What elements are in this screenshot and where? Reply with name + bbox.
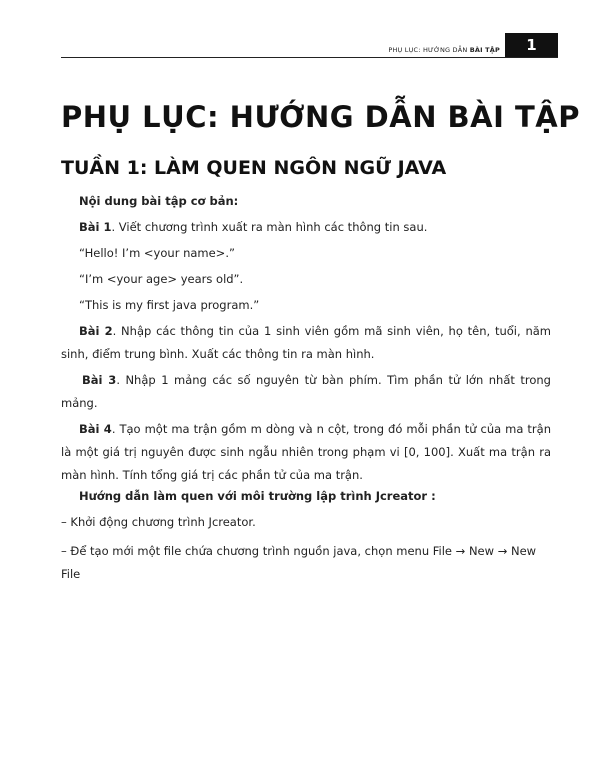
intro-heading: Nội dung bài tập cơ bản: [79,194,239,208]
guide-step-2: – Để tạo mới một file chứa chương trình nguồn java, chọn menu File → New → New File [61,544,537,581]
running-head-prefix: PHỤ LỤC: HƯỚNG DẪN [388,46,470,54]
exercise-3-text: . Nhập 1 mảng các số nguyên từ bàn phím. Tìm phần tử lớn nhất trong mảng. [61,373,551,410]
exercise-2-text: . Nhập các thông tin của 1 sinh viên gồm mã sinh viên, họ tên, tuổi, năm sinh, điểm trung bình. Xuất các thông tin ra màn hình. [61,324,551,361]
page-title: PHỤ LỤC: HƯỚNG DẪN BÀI TẬP [61,100,580,134]
exercise-1-text: . Viết chương trình xuất ra màn hình các thông tin sau. [111,220,428,234]
exercise-1-line-2: “I’m <your age> years old”. [79,272,244,286]
section-title: TUẦN 1: LÀM QUEN NGÔN NGỮ JAVA [61,157,447,179]
page-number: 1 [505,33,558,57]
running-head-bold: BÀI TẬP [469,46,500,54]
exercise-1 [79,216,549,239]
exercise-3-label: Bài 3 [82,373,117,387]
exercise-2 [61,320,551,366]
guide-heading: Hướng dẫn làm quen với môi trường lập trình Jcreator : [79,489,436,503]
guide-step-1: – Khởi động chương trình Jcreator. [61,515,256,529]
header-rule [61,57,558,58]
exercise-4 [61,418,551,487]
exercise-1-line-1: “Hello! I’m <your name>.” [79,246,235,260]
exercise-2-label: Bài 2 [79,324,113,338]
exercise-1-line-3: “This is my first java program.” [79,298,260,312]
running-head [388,46,500,54]
exercise-4-label: Bài 4 [79,422,112,436]
exercise-4-text: . Tạo một ma trận gồm m dòng và n cột, trong đó mỗi phần tử của ma trận là một giá trị nguyên được sinh ngẫu nhiên trong phạm vi [0, 100]. Xuất ma trận ra màn hình. Tính tổng giá trị các phần tử của ma trận. [61,422,551,482]
exercise-1-label: Bài 1 [79,220,112,234]
exercise-3 [61,369,551,415]
